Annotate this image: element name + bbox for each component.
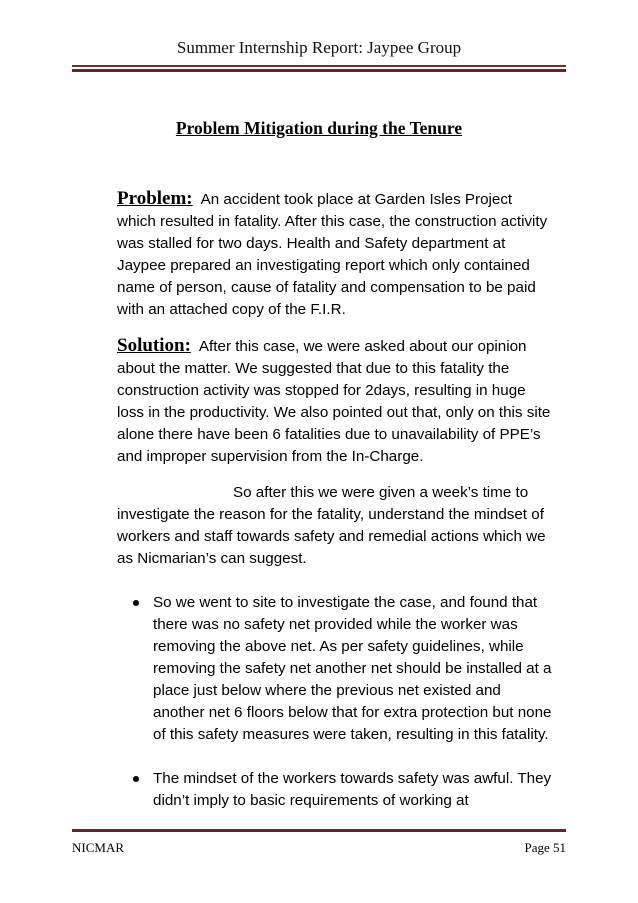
- solution-label: Solution:: [117, 335, 191, 356]
- page-header-title: Summer Internship Report: Jaypee Group: [176, 38, 462, 57]
- bullet-icon: [133, 600, 139, 606]
- list-item: [153, 592, 552, 746]
- problem-label: Problem:: [117, 188, 193, 209]
- list-item-text: The mindset of the workers towards safety was awful. They didn’t imply to basic requirements of working at: [153, 770, 552, 809]
- bullet-list: [117, 592, 552, 812]
- header-rule-thin: [72, 65, 566, 67]
- followup-paragraph: [117, 482, 552, 570]
- header-rule-thick: [72, 69, 566, 72]
- list-item: [153, 768, 552, 812]
- solution-paragraph: [117, 335, 552, 468]
- footer-page-number: Page 51: [524, 840, 566, 855]
- problem-text: An accident took place at Garden Isles Project which resulted in fatality. After this case, the construction activity was stalled for two days. Health and Safety department at Jaypee prepared an investigating report which only contained name of person, cause of fatality and compensation to be paid with an attached copy of the F.I.R.: [117, 191, 548, 318]
- followup-text: So after this we were given a week’s time to investigate the reason for the fatality, understand the mindset of workers and staff towards safety and remedial actions which we as Nicmarian’s can suggest.: [117, 484, 546, 567]
- problem-paragraph: [117, 188, 552, 321]
- footer-left-text: NICMAR: [72, 840, 125, 855]
- footer-rule: [72, 829, 566, 832]
- bullet-icon: [133, 776, 139, 782]
- page-heading: Problem Mitigation during the Tenure: [175, 118, 463, 138]
- list-item-text: So we went to site to investigate the case, and found that there was no safety net provided while the worker was removing the above net. As per safety guidelines, while removing the safety net another net should be installed at a place just below where the previous net existed and another net 6 floors below that for extra protection but none of this safety measures were taken, resulting in this fatality.: [153, 594, 552, 743]
- document-body: [117, 188, 552, 812]
- solution-text: After this case, we were asked about our opinion about the matter. We suggested that due to this fatality the construction activity was stopped for 2days, resulting in huge loss in the productivity. We also pointed out that, only on this site alone there have been 6 fatalities due to unavailability of PPE’s and improper supervision from the In-Charge.: [117, 338, 551, 465]
